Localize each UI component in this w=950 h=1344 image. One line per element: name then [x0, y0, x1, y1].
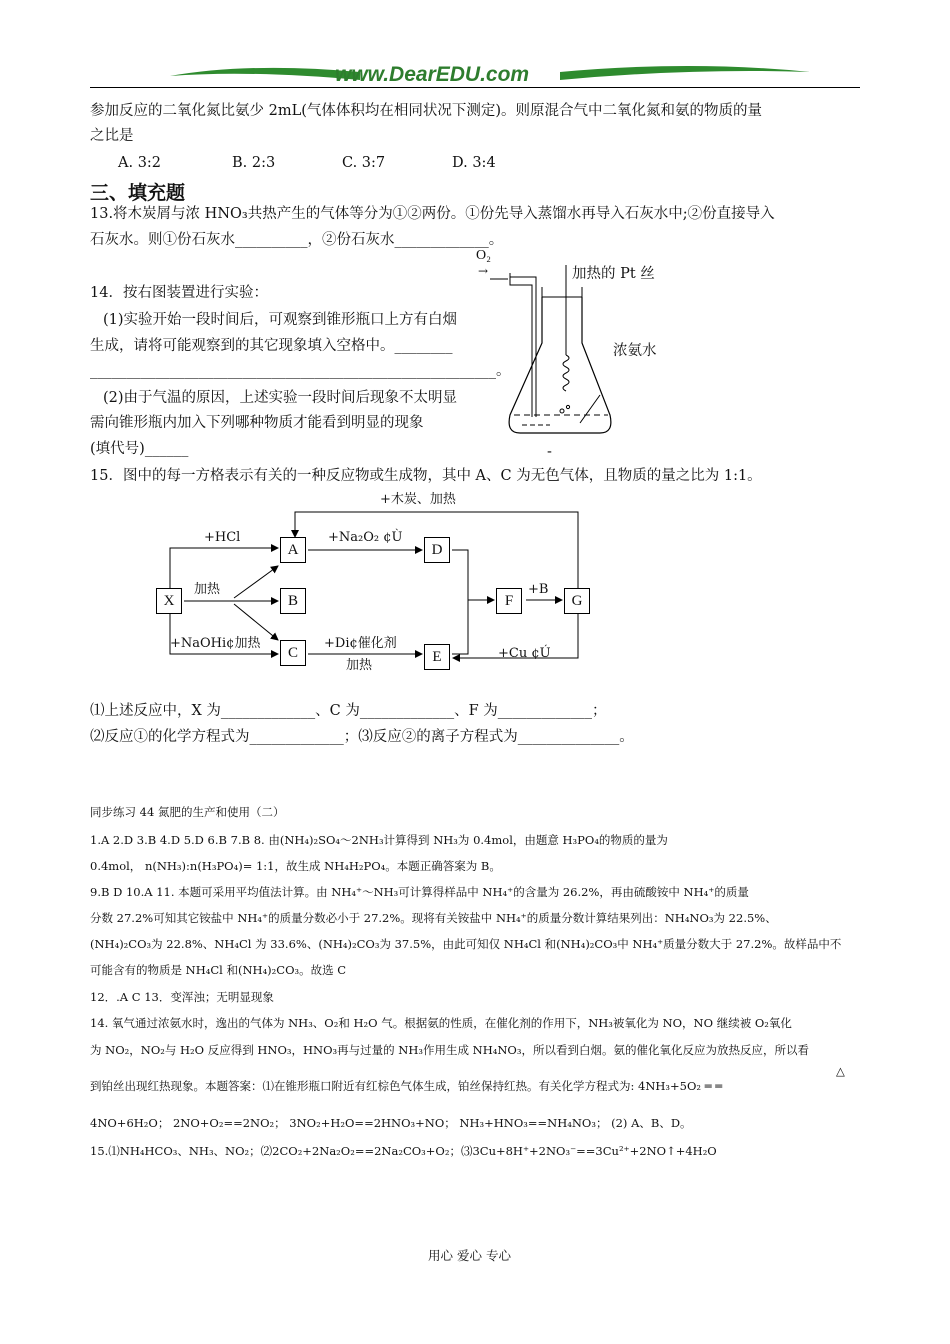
label-na2o2: +Na₂O₂ ¢Ù [328, 530, 403, 545]
diagram-dash: - [547, 444, 552, 460]
answers-title: 同步练习 44 氮肥的生产和使用（二） [90, 805, 285, 819]
q13-line2: 石灰水。则①份石灰水__________，②份石灰水_____________。 [90, 232, 504, 248]
q14-line2: (1)实验开始一段时间后，可观察到锥形瓶口上方有白烟 [103, 312, 458, 328]
q14-line6: 需向锥形瓶内加入下列哪种物质才能看到明显的现象 [90, 415, 424, 431]
ammonia-label: 浓氨水 [613, 343, 657, 359]
header-rule [90, 87, 860, 88]
box-b: B [280, 588, 306, 614]
q12-option-a: A. 3:2 [118, 155, 162, 171]
answers-line12: 15.⑴NH₄HCO₃、NH₃、NO₂；⑵2CO₂+2Na₂O₂==2Na₂CO₃+O₂；⑶3Cu+8H⁺+2NO₃⁻==3Cu²⁺+2NO↑+4H₂O [90, 1144, 717, 1158]
box-e: E [424, 644, 450, 670]
q15-intro: 15．图中的每一方格表示有关的一种反应物或生成物，其中 A、C 为无色气体，且物质的量之比为 1:1。 [90, 468, 762, 484]
q14-line1: 14．按右图装置进行实验： [90, 285, 268, 301]
box-a: A [280, 537, 306, 563]
q13-line1: 13.将木炭屑与浓 HNO₃共热产生的气体等分为①②两份。①份先导入蒸馏水再导入石灰水中;②份直接导入 [90, 206, 775, 222]
answers-line2: 0.4mol， n(NH₃):n(H₃PO₄)= 1:1，故生成 NH₄H₂PO₄。本题正确答案为 B。 [90, 859, 501, 873]
q14-line4: ________________________________________________________。 [90, 363, 511, 379]
answers-line8: 14. 氧气通过浓氨水时，逸出的气体为 NH₃、O₂和 H₂O 气。根据氨的性质，在催化剂的作用下，NH₃被氧化为 NO，NO 继续被 O₂氧化 [90, 1016, 792, 1030]
box-c: C [280, 640, 306, 666]
label-heat: 加热 [194, 582, 221, 597]
page-footer: 用心 爱心 专心 [428, 1248, 511, 1263]
label-naoh: +NaOHi¢加热 [170, 636, 261, 651]
answers-line9: 为 NO₂，NO₂与 H₂O 反应得到 HNO₃，HNO₃再与过量的 NH₃作用生成 NH₄NO₃，所以看到白烟。氨的催化氧化反应为放热反应，所以看 [90, 1043, 809, 1057]
answers-line4: 分数 27.2%可知其它铵盐中 NH₄⁺的质量分数必小于 27.2%。现将有关铵盐中 NH₄⁺的质量分数计算结果列出：NH₄NO₃为 22.5%、 [90, 911, 777, 925]
q12-line1: 参加反应的二氧化氮比氨少 2mL(气体体积均在相同状况下测定)。则原混合气中二氧化氮和氨的物质的量 [90, 103, 763, 119]
q12-option-b: B. 2:3 [232, 155, 276, 171]
q14-line3: 生成，请将可能观察到的其它现象填入空格中。________ [90, 338, 453, 354]
logo-text: www.DearEDU.com [335, 63, 530, 86]
label-hcl: +HCl [204, 530, 241, 545]
o2-arrow: → [478, 264, 489, 278]
answers-delta: △ [836, 1064, 845, 1078]
box-x: X [156, 588, 182, 614]
answers-line10: 到铂丝出现红热现象。本题答案：⑴在锥形瓶口附近有红棕色气体生成，铂丝保持红热。有关化学方程式为: 4NH₃+5O₂ ═ ═ [90, 1080, 723, 1093]
box-d: D [424, 537, 450, 563]
q12-line2: 之比是 [90, 128, 134, 144]
answers-line6: 可能含有的物质是 NH₄Cl 和(NH₄)₂CO₃。故选 C [90, 963, 347, 977]
q14-line5: (2)由于气温的原因，上述实验一段时间后现象不太明显 [103, 390, 458, 406]
label-plus-b: +B [528, 582, 549, 597]
q15-question1: ⑴上述反应中，X 为_____________、C 为_____________、F 为_____________； [90, 703, 607, 719]
answers-line1: 1.A 2.D 3.B 4.D 5.D 6.B 7.B 8. 由(NH₄)₂SO₄～2NH₃计算得到 NH₃为 0.4mol，由题意 H₃PO₄的物质的量为 [90, 833, 668, 847]
q14-line7: (填代号)______ [90, 441, 189, 457]
section-title: 三、填充题 [90, 182, 186, 204]
label-plus-cu: +Cu ¢Ú [498, 646, 551, 661]
label-dcat: +Di¢催化剂 [324, 636, 397, 651]
box-f: F [496, 588, 522, 614]
label-top: +木炭、加热 [380, 492, 456, 507]
q12-option-d: D. 3:4 [452, 155, 496, 171]
box-g: G [564, 588, 590, 614]
o2-label: O₂ [476, 248, 491, 263]
answers-line5: (NH₄)₂CO₃为 22.8%、NH₄Cl 为 33.6%、(NH₄)₂CO₃为 37.5%，由此可知仅 NH₄Cl 和(NH₄)₂CO₃中 NH₄⁺质量分数大于 27.2%。故样品中不 [90, 937, 842, 951]
q15-question2: ⑵反应①的化学方程式为_____________；⑶反应②的离子方程式为______________。 [90, 729, 634, 745]
flow-diagram [150, 490, 610, 680]
label-heat2: 加热 [346, 658, 373, 673]
answers-line7: 12．.A C 13．变浑浊；无明显现象 [90, 990, 274, 1004]
q12-option-c: C. 3:7 [342, 155, 386, 171]
answers-line3: 9.B D 10.A 11. 本题可采用平均值法计算。由 NH₄⁺～NH₃可计算得样品中 NH₄⁺的含量为 26.2%，再由硫酸铵中 NH₄⁺的质量 [90, 885, 749, 899]
answers-line11: 4NO+6H₂O； 2NO+O₂==2NO₂； 3NO₂+H₂O==2HNO₃+NO； NH₃+HNO₃==NH₄NO₃； (2) A、B、D。 [90, 1116, 692, 1130]
pt-wire-label: 加热的 Pt 丝 [572, 266, 655, 282]
